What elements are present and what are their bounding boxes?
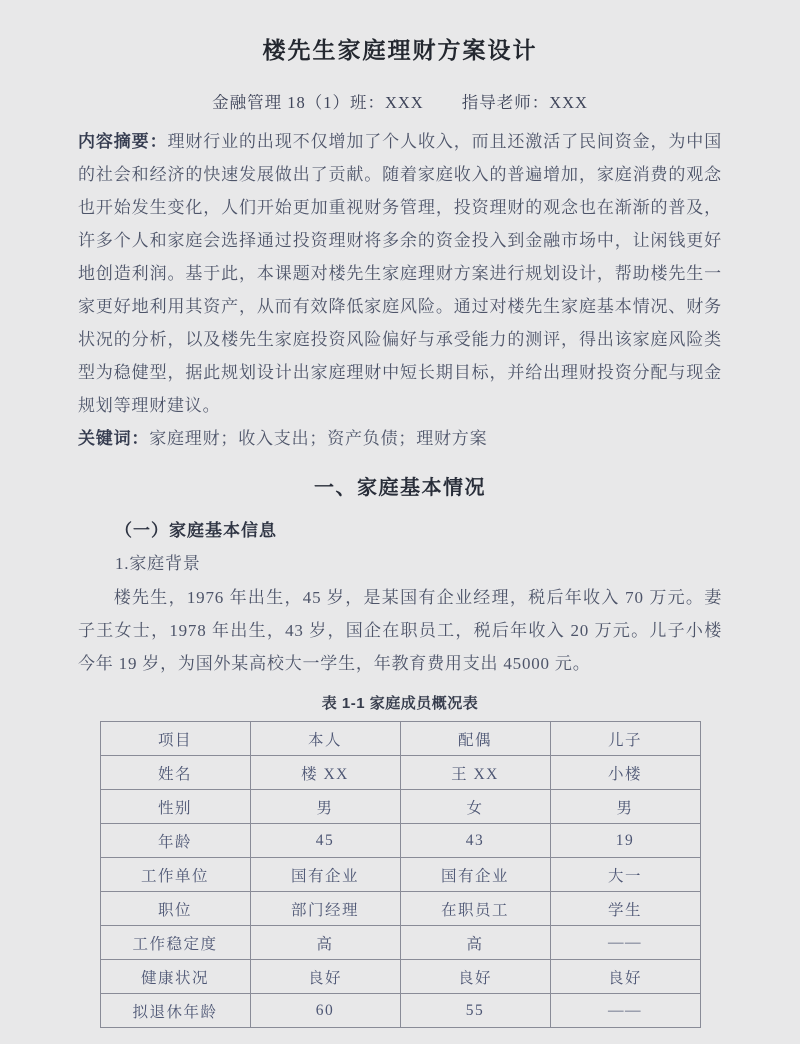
table-row-name — [100, 756, 700, 790]
table-cell: 性别 — [100, 790, 250, 824]
table-cell: 楼 XX — [250, 756, 400, 790]
table-cell: 良好 — [400, 960, 550, 994]
table-header-cell: 项目 — [100, 722, 250, 756]
table-cell: 大一 — [550, 858, 700, 892]
table-cell: 职位 — [100, 892, 250, 926]
abstract-text: 理财行业的出现不仅增加了个人收入，而且还激活了民间资金，为中国的社会和经济的快速发展做出了贡献。随着家庭收入的普遍增加，家庭消费的观念也开始发生变化，人们开始更加重视财务管理，投资理财的观念也在渐渐的普及，许多个人和家庭会选择通过投资理财将多余的资金投入到金融市场中，让闲钱更好地创造利润。基于此，本课题对楼先生家庭理财方案进行规划设计，帮助楼先生一家更好地利用其资产，从而有效降低家庭风险。通过对楼先生家庭基本情况、财务状况的分析，以及楼先生家庭投资风险偏好与承受能力的测评，得出该家庭风险类型为稳健型，据此规划设计出家庭理财中短长期目标，并给出理财投资分配与现金规划等理财建议。 — [78, 132, 722, 415]
table-cell: 工作稳定度 — [100, 926, 250, 960]
table-caption: 表 1-1 家庭成员概况表 — [321, 695, 479, 712]
table-row-job-stability — [100, 926, 700, 960]
section-heading-family-basics: 一、家庭基本情况 — [314, 477, 486, 499]
table-cell: 60 — [250, 994, 400, 1028]
table-cell: 高 — [250, 926, 400, 960]
table-row-retirement-age — [100, 994, 700, 1028]
table-header-cell: 配偶 — [400, 722, 550, 756]
table-cell: 在职员工 — [400, 892, 550, 926]
table-header-cell: 本人 — [250, 722, 400, 756]
family-members-table — [100, 721, 701, 1028]
table-cell: 良好 — [250, 960, 400, 994]
table-cell: 良好 — [550, 960, 700, 994]
numbered-heading-family-background: 1.家庭背景 — [115, 554, 201, 573]
table-cell: 工作单位 — [100, 858, 250, 892]
keywords-text: 家庭理财；收入支出；资产负债；理财方案 — [149, 429, 488, 448]
table-row-employer — [100, 858, 700, 892]
advisor-info: 指导老师：XXX — [461, 93, 588, 112]
table-cell: 拟退休年龄 — [100, 994, 250, 1028]
table-cell: 19 — [550, 824, 700, 858]
table-cell: 55 — [400, 994, 550, 1028]
table-cell: 男 — [250, 790, 400, 824]
table-cell: 部门经理 — [250, 892, 400, 926]
table-cell: 学生 — [550, 892, 700, 926]
table-header-cell: 儿子 — [550, 722, 700, 756]
table-row-age — [100, 824, 700, 858]
table-cell: 王 XX — [400, 756, 550, 790]
table-cell: 小楼 — [550, 756, 700, 790]
table-cell: 国有企业 — [250, 858, 400, 892]
table-row-gender — [100, 790, 700, 824]
table-header-row — [100, 722, 700, 756]
abstract-label: 内容摘要： — [78, 132, 168, 151]
table-cell: 男 — [550, 790, 700, 824]
table-cell: 43 — [400, 824, 550, 858]
table-cell: 女 — [400, 790, 550, 824]
table-row-health — [100, 960, 700, 994]
table-cell: 45 — [250, 824, 400, 858]
table-cell: 年龄 — [100, 824, 250, 858]
family-background-paragraph: 楼先生，1976 年出生，45 岁，是某国有企业经理，税后年收入 70 万元。妻子王女士，1978 年出生，43 岁，国企在职员工，税后年收入 20 万元。儿子小楼今年 19 岁，为国外某高校大一学生，年教育费用支出 45000 元。 — [78, 588, 722, 673]
subsection-heading-basic-info: （一）家庭基本信息 — [115, 521, 277, 540]
class-info: 金融管理 18（1）班：XXX — [212, 93, 424, 112]
keywords-line — [78, 422, 722, 455]
keywords-label: 关键词： — [78, 429, 150, 448]
table-cell: 姓名 — [100, 756, 250, 790]
table-cell: 高 — [400, 926, 550, 960]
abstract-paragraph — [78, 125, 722, 422]
table-cell: 健康状况 — [100, 960, 250, 994]
table-cell: 国有企业 — [400, 858, 550, 892]
table-cell: —— — [550, 926, 700, 960]
table-row-position — [100, 892, 700, 926]
byline — [78, 89, 722, 113]
table-cell: —— — [550, 994, 700, 1028]
page-title: 楼先生家庭理财方案设计 — [262, 37, 538, 63]
